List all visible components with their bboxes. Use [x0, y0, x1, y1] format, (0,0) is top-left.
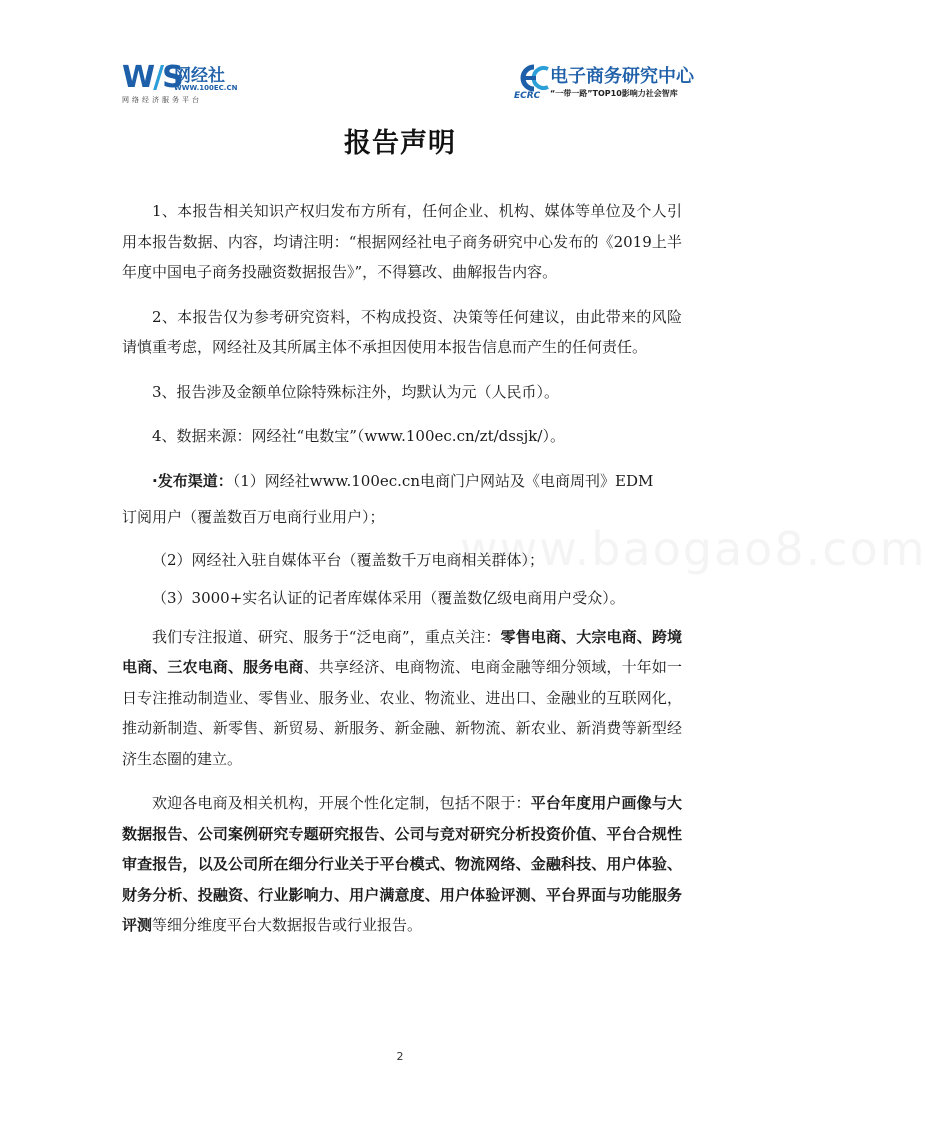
ecrc-logo: [512, 63, 712, 107]
paragraph-data-source: 4、数据来源：网经社“电数宝”（www.100ec.cn/zt/dssjk/）。: [152, 427, 565, 445]
channels-item-2: （2）网经社入驻自媒体平台（覆盖数千万电商相关群体）；: [152, 550, 545, 569]
page-title: 报告声明: [344, 128, 456, 159]
statement-body: [122, 196, 682, 955]
ws-mark-slash: /: [153, 60, 163, 95]
custom-highlight: 平台年度用户画像与大数据报告、公司案例研究专题研究报告、公司与竞对研究分析投资价值、平台合规性审查报告，以及公司所在细分行业关于平台模式、物流网络、金融科技、用户体验、财务分析、投融资、行业影响力、用户满意度、用户体验评测、平台界面与功能服务评测: [122, 794, 682, 934]
paragraph-copyright: 1、本报告相关知识产权归发布方所有，任何企业、机构、媒体等单位及个人引用本报告数据、内容，均请注明：“根据网经社电子商务研究中心发布的《2019上半年度中国电子商务投融资数据报告》”，不得篡改、曲解报告内容。: [122, 202, 682, 281]
focus-highlight: 零售电商、大宗电商、跨境电商、三农电商、服务电商: [122, 627, 682, 676]
ecrc-logo-name: 电子商务研究中心: [550, 66, 694, 87]
paragraph-focus: [122, 622, 682, 775]
paragraph-customization: [122, 788, 682, 941]
ws-mark-w: W: [122, 60, 154, 95]
page-header: [0, 0, 800, 120]
ws-logo-slogan: 网络经济服务平台: [122, 96, 202, 104]
focus-intro: 我们专注报道、研究、服务于“泛电商”，重点关注：: [152, 627, 501, 646]
ws-logo-name: 网经社: [174, 66, 225, 86]
ws-logo-mark: [122, 62, 182, 94]
channels-item-3: （3）3000+实名认证的记者库媒体采用（覆盖数亿级电商用户受众）。: [152, 589, 625, 607]
paragraph-disclaimer: 2、本报告仅为参考研究资料，不构成投资、决策等任何建议，由此带来的风险请慎重考虑，网经社及其所属主体不承担因使用本报告信息而产生的任何责任。: [122, 307, 682, 356]
ecrc-logo-abbr: ECRC: [514, 91, 541, 101]
focus-rest: 、共享经济、电商物流、电商金融等细分领域，十年如一日专注推动制造业、零售业、服务业、农业、物流业、进出口、金融业的互联网化，推动新制造、新零售、新贸易、新服务、新金融、新物流、新农业、新消费等新型经济生态圈的建立。: [122, 658, 682, 768]
custom-rest: 等细分维度平台大数据报告或行业报告。: [152, 916, 423, 934]
ws-mark-s: S: [162, 60, 182, 95]
channels-item-1: （1）网经社www.100ec.cn电商门户网站及《电商周刊》EDM: [232, 471, 654, 490]
custom-intro: 欢迎各电商及相关机构，开展个性化定制，包括不限于：: [152, 794, 531, 812]
paragraph-channels: [122, 466, 682, 497]
channels-label: ·发布渠道：: [152, 471, 233, 490]
paragraph-currency-unit: 3、报告涉及金额单位除特殊标注外，均默认为元（人民币）。: [152, 382, 560, 401]
ecrc-logo-tagline: “一带一路”TOP10影响力社会智库: [550, 89, 678, 98]
page-number: 2: [396, 1050, 404, 1063]
ws-logo-url: WWW.100EC.CN: [174, 84, 238, 92]
watermark: www.baogao8.com: [460, 522, 926, 576]
paragraph-channels-cont: 订阅用户（覆盖数百万电商行业用户）；: [122, 508, 385, 526]
wangjingshe-logo: [122, 62, 272, 110]
